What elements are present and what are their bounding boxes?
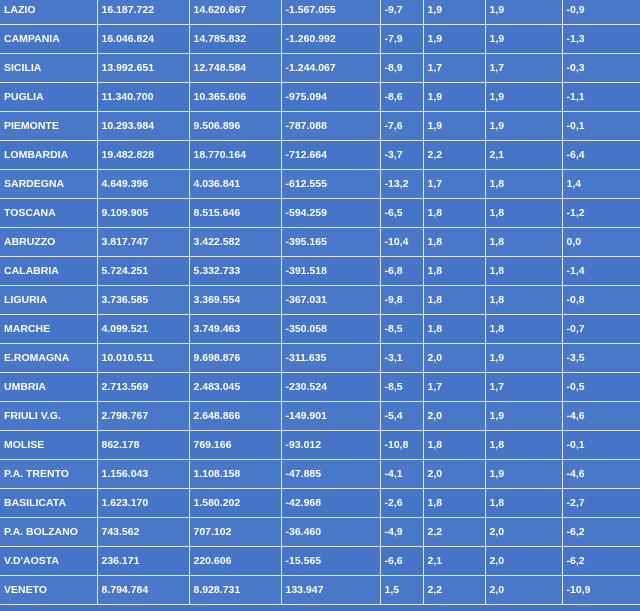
value-a-cell: 1.156.043: [97, 460, 189, 489]
rate-2-cell: 1,8: [485, 228, 562, 257]
region-cell: TOSCANA: [0, 199, 97, 228]
region-cell: PIEMONTE: [0, 112, 97, 141]
value-b-cell: 1.108.158: [189, 460, 281, 489]
rate-2-cell: 1,9: [485, 112, 562, 141]
value-b-cell: 769.166: [189, 431, 281, 460]
percent-cell: -6,8: [380, 257, 423, 286]
table-row: [0, 83, 640, 112]
rate-2-cell: 2,0: [485, 518, 562, 547]
percent-cell: -7,9: [380, 25, 423, 54]
difference-cell: -367.031: [281, 286, 380, 315]
rate-1-cell: 2,0: [423, 460, 485, 489]
value-a-cell: 10.293.984: [97, 112, 189, 141]
rate-2-cell: 1,7: [485, 54, 562, 83]
change-cell: -6,2: [562, 547, 640, 576]
value-a-cell: 4.099.521: [97, 315, 189, 344]
percent-cell: -9,8: [380, 286, 423, 315]
difference-cell: -612.555: [281, 170, 380, 199]
region-cell: UMBRIA: [0, 373, 97, 402]
change-cell: -10,9: [562, 576, 640, 605]
rate-1-cell: 1,9: [423, 25, 485, 54]
region-cell: SARDEGNA: [0, 170, 97, 199]
table-row: [0, 431, 640, 460]
rate-1-cell: 1,8: [423, 315, 485, 344]
rate-2-cell: 1,9: [485, 0, 562, 25]
percent-cell: -4,1: [380, 460, 423, 489]
difference-cell: -395.165: [281, 228, 380, 257]
rate-2-cell: 1,8: [485, 431, 562, 460]
value-b-cell: 707.102: [189, 518, 281, 547]
value-b-cell: 12.748.584: [189, 54, 281, 83]
table-row: [0, 489, 640, 518]
table-row: [0, 199, 640, 228]
rate-1-cell: 2,1: [423, 547, 485, 576]
value-b-cell: 2.648.866: [189, 402, 281, 431]
rate-1-cell: 1,8: [423, 489, 485, 518]
table-row: [0, 344, 640, 373]
table-row: [0, 373, 640, 402]
value-a-cell: 16.046.824: [97, 25, 189, 54]
percent-cell: 1,5: [380, 576, 423, 605]
region-cell: SICILIA: [0, 54, 97, 83]
table-row: [0, 141, 640, 170]
change-cell: -0,8: [562, 286, 640, 315]
region-cell: P.A. BOLZANO: [0, 518, 97, 547]
change-cell: -1,3: [562, 25, 640, 54]
difference-cell: -311.635: [281, 344, 380, 373]
change-cell: -0,7: [562, 315, 640, 344]
change-cell: -0,1: [562, 431, 640, 460]
percent-cell: -13,2: [380, 170, 423, 199]
change-cell: -6,4: [562, 141, 640, 170]
value-a-cell: 8.794.784: [97, 576, 189, 605]
change-cell: -1,2: [562, 199, 640, 228]
rate-1-cell: 1,8: [423, 199, 485, 228]
value-a-cell: 2.713.569: [97, 373, 189, 402]
percent-cell: -3,1: [380, 344, 423, 373]
value-a-cell: 9.109.905: [97, 199, 189, 228]
rate-2-cell: 1,8: [485, 315, 562, 344]
rate-1-cell: 1,7: [423, 54, 485, 83]
region-cell: LOMBARDIA: [0, 141, 97, 170]
difference-cell: -15.565: [281, 547, 380, 576]
rate-1-cell: 2,0: [423, 344, 485, 373]
change-cell: -2,7: [562, 489, 640, 518]
rate-2-cell: 1,8: [485, 489, 562, 518]
value-a-cell: 4.649.396: [97, 170, 189, 199]
difference-cell: -594.259: [281, 199, 380, 228]
table-row: [0, 257, 640, 286]
rate-2-cell: 1,8: [485, 257, 562, 286]
difference-cell: -1.260.992: [281, 25, 380, 54]
value-a-cell: 743.562: [97, 518, 189, 547]
region-cell: LAZIO: [0, 0, 97, 25]
value-a-cell: 11.340.700: [97, 83, 189, 112]
table-row: [0, 315, 640, 344]
table-row: [0, 228, 640, 257]
value-b-cell: 9.506.896: [189, 112, 281, 141]
difference-cell: -1.244.067: [281, 54, 380, 83]
rate-2-cell: 1,9: [485, 402, 562, 431]
rate-1-cell: 1,9: [423, 112, 485, 141]
value-b-cell: 220.606: [189, 547, 281, 576]
rate-2-cell: 1,8: [485, 199, 562, 228]
percent-cell: -9,7: [380, 0, 423, 25]
rate-2-cell: 1,9: [485, 344, 562, 373]
rate-2-cell: 1,9: [485, 25, 562, 54]
value-b-cell: 9.698.876: [189, 344, 281, 373]
value-b-cell: 3.422.582: [189, 228, 281, 257]
rate-1-cell: 1,7: [423, 170, 485, 199]
difference-cell: -787.088: [281, 112, 380, 141]
table-row: [0, 170, 640, 199]
table-row: [0, 518, 640, 547]
rate-1-cell: 2,2: [423, 141, 485, 170]
difference-cell: -391.518: [281, 257, 380, 286]
percent-cell: -8,5: [380, 373, 423, 402]
value-a-cell: 10.010.511: [97, 344, 189, 373]
rate-1-cell: 1,8: [423, 228, 485, 257]
difference-cell: -1.567.055: [281, 0, 380, 25]
value-b-cell: 5.332.733: [189, 257, 281, 286]
region-cell: BASILICATA: [0, 489, 97, 518]
difference-cell: -36.460: [281, 518, 380, 547]
rate-1-cell: 1,9: [423, 83, 485, 112]
rate-1-cell: 1,8: [423, 286, 485, 315]
region-cell: CALABRIA: [0, 257, 97, 286]
difference-cell: -149.901: [281, 402, 380, 431]
value-b-cell: 14.785.832: [189, 25, 281, 54]
region-cell: MARCHE: [0, 315, 97, 344]
rate-1-cell: 1,9: [423, 0, 485, 25]
change-cell: -6,2: [562, 518, 640, 547]
value-b-cell: 8.928.731: [189, 576, 281, 605]
table-row: [0, 460, 640, 489]
region-cell: ABRUZZO: [0, 228, 97, 257]
rate-2-cell: 1,9: [485, 83, 562, 112]
region-cell: E.ROMAGNA: [0, 344, 97, 373]
change-cell: -1,4: [562, 257, 640, 286]
value-b-cell: 3.749.463: [189, 315, 281, 344]
percent-cell: -6,5: [380, 199, 423, 228]
table-row: [0, 547, 640, 576]
rate-2-cell: 2,0: [485, 547, 562, 576]
value-b-cell: 14.620.667: [189, 0, 281, 25]
rate-2-cell: 1,9: [485, 460, 562, 489]
difference-cell: -975.094: [281, 83, 380, 112]
value-b-cell: 4.036.841: [189, 170, 281, 199]
rate-1-cell: 2,2: [423, 576, 485, 605]
table-row: [0, 286, 640, 315]
difference-cell: -42.968: [281, 489, 380, 518]
value-a-cell: 3.817.747: [97, 228, 189, 257]
percent-cell: -10,4: [380, 228, 423, 257]
table-row: [0, 112, 640, 141]
region-cell: LIGURIA: [0, 286, 97, 315]
rate-2-cell: 1,8: [485, 170, 562, 199]
value-b-cell: 8.515.646: [189, 199, 281, 228]
value-a-cell: 19.482.828: [97, 141, 189, 170]
rate-1-cell: 1,7: [423, 373, 485, 402]
region-cell: FRIULI V.G.: [0, 402, 97, 431]
rate-1-cell: 2,2: [423, 518, 485, 547]
percent-cell: -3,7: [380, 141, 423, 170]
value-b-cell: 3.369.554: [189, 286, 281, 315]
rate-2-cell: 2,1: [485, 141, 562, 170]
region-cell: CAMPANIA: [0, 25, 97, 54]
percent-cell: -8,6: [380, 83, 423, 112]
rate-1-cell: 1,8: [423, 431, 485, 460]
rate-2-cell: 1,7: [485, 373, 562, 402]
change-cell: -0,1: [562, 112, 640, 141]
change-cell: -0,5: [562, 373, 640, 402]
value-a-cell: 862.178: [97, 431, 189, 460]
percent-cell: -10,8: [380, 431, 423, 460]
difference-cell: -47.885: [281, 460, 380, 489]
percent-cell: -8,9: [380, 54, 423, 83]
change-cell: -4,6: [562, 460, 640, 489]
region-cell: PUGLIA: [0, 83, 97, 112]
value-a-cell: 2.798.767: [97, 402, 189, 431]
percent-cell: -6,6: [380, 547, 423, 576]
change-cell: -4,6: [562, 402, 640, 431]
change-cell: -3,5: [562, 344, 640, 373]
rate-1-cell: 2,0: [423, 402, 485, 431]
difference-cell: 133.947: [281, 576, 380, 605]
table-row: [0, 25, 640, 54]
value-a-cell: 236.171: [97, 547, 189, 576]
value-b-cell: 10.365.606: [189, 83, 281, 112]
change-cell: 1,4: [562, 170, 640, 199]
change-cell: -0,3: [562, 54, 640, 83]
table-row: [0, 0, 640, 25]
table-row: [0, 576, 640, 605]
region-cell: V.D'AOSTA: [0, 547, 97, 576]
rate-2-cell: 1,8: [485, 286, 562, 315]
value-a-cell: 13.992.651: [97, 54, 189, 83]
change-cell: -0,9: [562, 0, 640, 25]
rate-2-cell: 2,0: [485, 576, 562, 605]
percent-cell: -8,5: [380, 315, 423, 344]
change-cell: -1,1: [562, 83, 640, 112]
percent-cell: -7,6: [380, 112, 423, 141]
percent-cell: -2,6: [380, 489, 423, 518]
value-a-cell: 5.724.251: [97, 257, 189, 286]
value-b-cell: 1.580.202: [189, 489, 281, 518]
difference-cell: -230.524: [281, 373, 380, 402]
value-b-cell: 18.770.164: [189, 141, 281, 170]
rate-1-cell: 1,8: [423, 257, 485, 286]
value-a-cell: 3.736.585: [97, 286, 189, 315]
table-row: [0, 54, 640, 83]
percent-cell: -5,4: [380, 402, 423, 431]
value-a-cell: 1.623.170: [97, 489, 189, 518]
region-cell: P.A. TRENTO: [0, 460, 97, 489]
difference-cell: -93.012: [281, 431, 380, 460]
difference-cell: -712.664: [281, 141, 380, 170]
percent-cell: -4,9: [380, 518, 423, 547]
value-a-cell: 16.187.722: [97, 0, 189, 25]
change-cell: 0,0: [562, 228, 640, 257]
difference-cell: -350.058: [281, 315, 380, 344]
region-cell: MOLISE: [0, 431, 97, 460]
value-b-cell: 2.483.045: [189, 373, 281, 402]
region-cell: VENETO: [0, 576, 97, 605]
table-row: [0, 402, 640, 431]
